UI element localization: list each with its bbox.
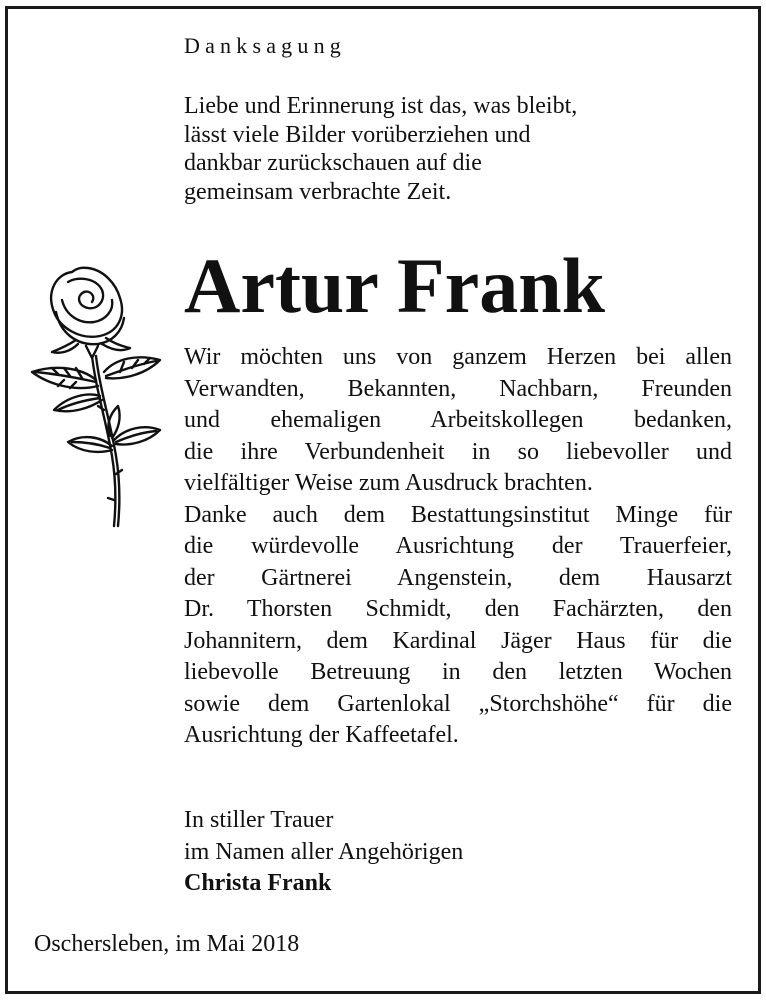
text-line: liebevolle Betreuung in den letzten Wochen (184, 659, 732, 685)
poem-line: lässt viele Bilder vorüberziehen und (184, 121, 531, 148)
poem-line: gemeinsam verbrachte Zeit. (184, 178, 452, 205)
text-line: Johannitern, dem Kardinal Jäger Haus für die (184, 627, 732, 654)
text-line: Danke auch dem Bestattungsinstitut Minge für (184, 501, 732, 528)
poem-line: dankbar zurückschauen auf die (184, 150, 482, 176)
poem-line: Liebe und Erinnerung ist das, was bleibt, (184, 93, 578, 119)
notice-heading: Danksagung (184, 33, 346, 58)
text-line: die ihre Verbundenheit in so liebevoller und (184, 438, 732, 465)
closing-line: In stiller Trauer (184, 807, 334, 833)
closing-line: im Namen aller Angehörigen (184, 838, 464, 865)
text-line: der Gärtnerei Angenstein, dem Hausarzt (184, 564, 732, 591)
text-line: Dr. Thorsten Schmidt, den Fachärzten, den (184, 596, 732, 622)
signer-name: Christa Frank (184, 870, 332, 896)
gratitude-text (184, 342, 732, 752)
text-line: sowie dem Gartenlokal „Storchshöhe“ für die (184, 690, 732, 717)
text-line: die würdevolle Ausrichtung der Trauerfeier, (184, 533, 732, 559)
text-line: Verwandten, Bekannten, Nachbarn, Freunden (184, 375, 732, 402)
rose-icon (26, 260, 166, 530)
text-line: vielfältiger Weise zum Ausdruck brachten. (184, 470, 593, 496)
text-line: Wir möchten uns von ganzem Herzen bei allen (184, 344, 732, 370)
memorial-poem (184, 92, 724, 206)
text-line: und ehemaligen Arbeitskollegen bedanken, (184, 407, 732, 433)
text-line: Ausrichtung der Kaffeetafel. (184, 722, 459, 748)
closing-block (184, 805, 463, 900)
deceased-name: Artur Frank (184, 242, 606, 329)
place-date: Oschersleben, im Mai 2018 (34, 931, 300, 957)
